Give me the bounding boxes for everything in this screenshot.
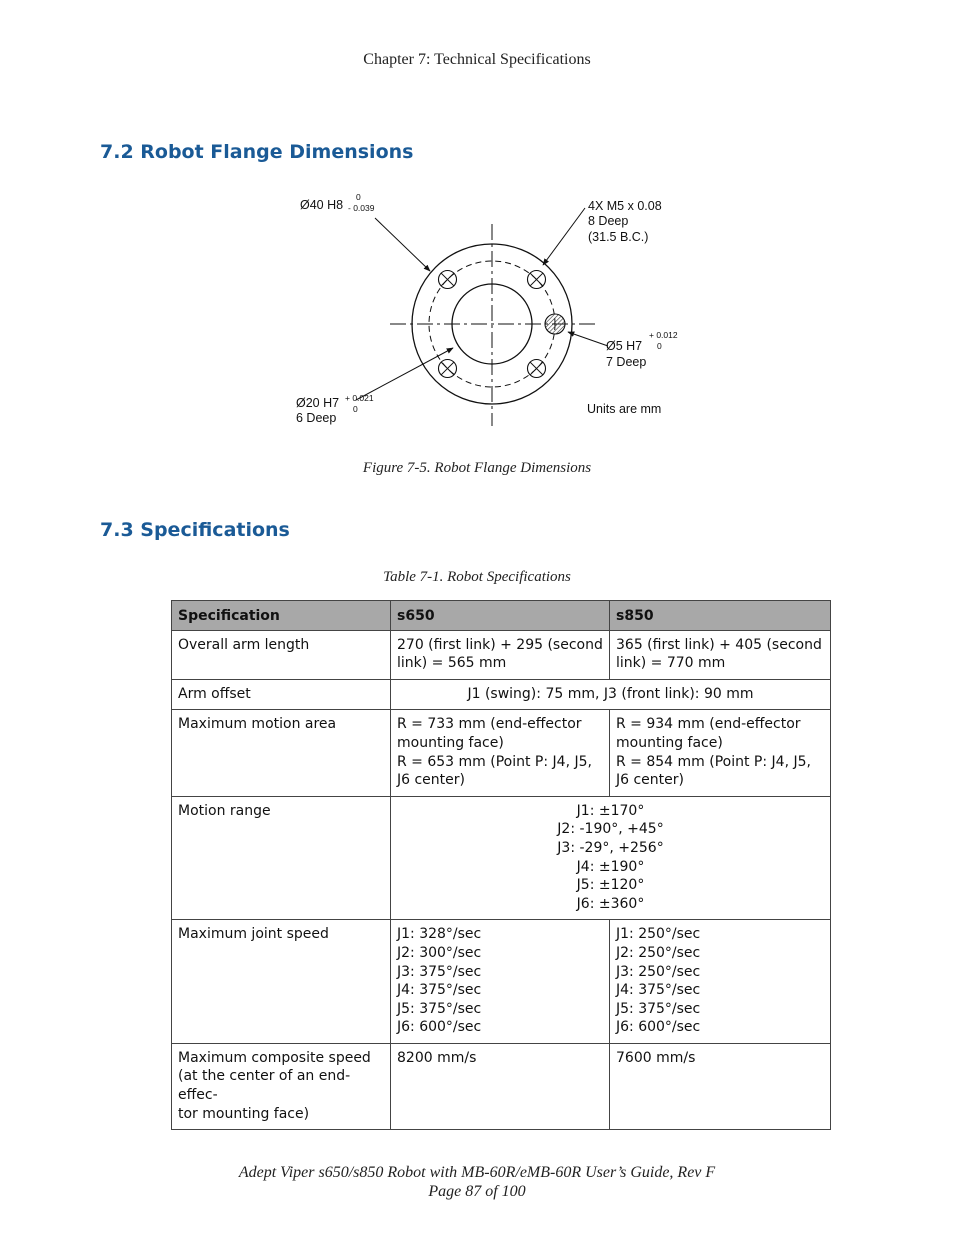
cell-line: J4: 375°/sec	[616, 982, 701, 999]
section-heading-specifications: 7.3 Specifications	[100, 519, 290, 541]
cell-line: Motion range	[178, 802, 271, 819]
table-cell-s850	[610, 1043, 831, 1129]
table-row	[172, 796, 831, 920]
dia5-depth: 7 Deep	[606, 355, 647, 369]
table-cell-s650	[391, 1043, 610, 1129]
table-cell-s650	[391, 710, 610, 796]
table-cell-spec	[172, 630, 391, 679]
leader-dia40	[375, 218, 430, 271]
table-cell-spec	[172, 1043, 391, 1129]
leader-dia5	[568, 332, 608, 346]
cell-line: tor mounting face)	[178, 1105, 310, 1122]
table-cell-spec	[172, 679, 391, 710]
cell-line: J1: ±170°	[576, 802, 645, 819]
dowel-pin-hole	[545, 314, 565, 334]
cell-line: J6: 600°/sec	[616, 1019, 701, 1036]
cell-line: J3: -29°, +256°	[557, 839, 664, 856]
cell-line: J3: 375°/sec	[397, 963, 482, 980]
cell-line: J5: ±120°	[576, 877, 645, 894]
cell-line: (at the center of an end-effec-	[178, 1068, 351, 1104]
column-header-specification: Specification	[172, 601, 391, 631]
cell-line: Arm offset	[178, 685, 251, 702]
table-header-row	[172, 601, 831, 631]
table-cell-s850	[610, 920, 831, 1044]
table-cell-both	[391, 679, 831, 710]
dia40-label: Ø40 H8	[300, 198, 344, 212]
cell-line: J2: 250°/sec	[616, 944, 701, 961]
dia20-depth: 6 Deep	[296, 411, 337, 425]
specifications-table	[171, 600, 831, 1130]
flange-drawing	[290, 188, 690, 433]
cell-line: J1: 328°/sec	[397, 926, 482, 943]
table-cell-spec	[172, 796, 391, 920]
cell-line: J5: 375°/sec	[397, 1000, 482, 1017]
dia5-tol-lower: 0	[657, 341, 662, 351]
cell-line: 270 (first link) + 295 (second	[397, 636, 603, 653]
flange-dimensions-figure	[290, 188, 690, 433]
table-cell-spec	[172, 920, 391, 1044]
dia20-tol-upper: + 0.021	[345, 393, 374, 403]
table-row	[172, 1043, 831, 1129]
table-row	[172, 920, 831, 1044]
cell-line: J6: 600°/sec	[397, 1019, 482, 1036]
dia20-tol-lower: 0	[353, 404, 358, 414]
cell-line: link) = 565 mm	[397, 655, 507, 672]
m5-hole-bottom-right	[528, 360, 546, 378]
table-row	[172, 710, 831, 796]
cell-line: Maximum motion area	[178, 716, 337, 733]
cell-line: J4: ±190°	[576, 858, 645, 875]
dia20-label: Ø20 H7	[296, 396, 340, 410]
m5-label-line2: 8 Deep	[588, 214, 629, 228]
cell-line: J4: 375°/sec	[397, 982, 482, 999]
cell-line: J3: 250°/sec	[616, 963, 701, 980]
dia40-tol-upper: 0	[356, 192, 361, 202]
cell-line: 7600 mm/s	[616, 1049, 696, 1066]
cell-line: J1 (swing): 75 mm, J3 (front link): 90 mm	[467, 685, 754, 702]
dia5-tol-upper: + 0.012	[649, 330, 678, 340]
column-header-s650: s650	[391, 601, 610, 631]
cell-line: R = 854 mm (Point P: J4, J5,	[616, 753, 811, 770]
cell-line: Maximum composite speed	[178, 1049, 371, 1066]
cell-line: J1: 250°/sec	[616, 926, 701, 943]
cell-line: Overall arm length	[178, 636, 310, 653]
units-note: Units are mm	[587, 402, 662, 416]
footer-page-number: Page 87 of 100	[428, 1183, 526, 1200]
cell-line: Maximum joint speed	[178, 926, 329, 943]
table-caption: Table 7-1. Robot Specifications	[383, 569, 571, 585]
table-cell-s850	[610, 710, 831, 796]
cell-line: R = 934 mm (end-effector	[616, 716, 801, 733]
cell-line: link) = 770 mm	[616, 655, 726, 672]
table-cell-s850	[610, 630, 831, 679]
m5-label-line3: (31.5 B.C.)	[588, 230, 649, 244]
cell-line: J5: 375°/sec	[616, 1000, 701, 1017]
cell-line: J6 center)	[397, 772, 465, 789]
running-header: Chapter 7: Technical Specifications	[363, 51, 591, 68]
table-cell-spec	[172, 710, 391, 796]
cell-line: 8200 mm/s	[397, 1049, 477, 1066]
m5-hole-top-left	[439, 271, 457, 289]
footer-document-title: Adept Viper s650/s850 Robot with MB-60R/eMB-60R User’s Guide, Rev F	[238, 1164, 716, 1181]
m5-label-line1: 4X M5 x 0.08	[588, 199, 662, 213]
cell-line: J2: -190°, +45°	[557, 821, 664, 838]
cell-line: J6: ±360°	[576, 895, 645, 912]
dia40-tol-lower: - 0.039	[348, 203, 375, 213]
cell-line: mounting face)	[397, 734, 504, 751]
cell-line: J6 center)	[616, 772, 684, 789]
leader-m5	[543, 208, 585, 265]
m5-hole-bottom-left	[439, 360, 457, 378]
table-cell-both	[391, 796, 831, 920]
dia5-label: Ø5 H7	[606, 339, 643, 353]
cell-line: R = 653 mm (Point P: J4, J5,	[397, 753, 592, 770]
section-heading-flange: 7.2 Robot Flange Dimensions	[100, 141, 414, 163]
cell-line: J2: 300°/sec	[397, 944, 482, 961]
table-row	[172, 679, 831, 710]
table-row	[172, 630, 831, 679]
cell-line: 365 (first link) + 405 (second	[616, 636, 822, 653]
cell-line: mounting face)	[616, 734, 723, 751]
figure-caption: Figure 7-5. Robot Flange Dimensions	[362, 460, 592, 476]
cell-line: R = 733 mm (end-effector	[397, 716, 582, 733]
m5-hole-top-right	[528, 271, 546, 289]
table-cell-s650	[391, 630, 610, 679]
table-cell-s650	[391, 920, 610, 1044]
column-header-s850: s850	[610, 601, 831, 631]
